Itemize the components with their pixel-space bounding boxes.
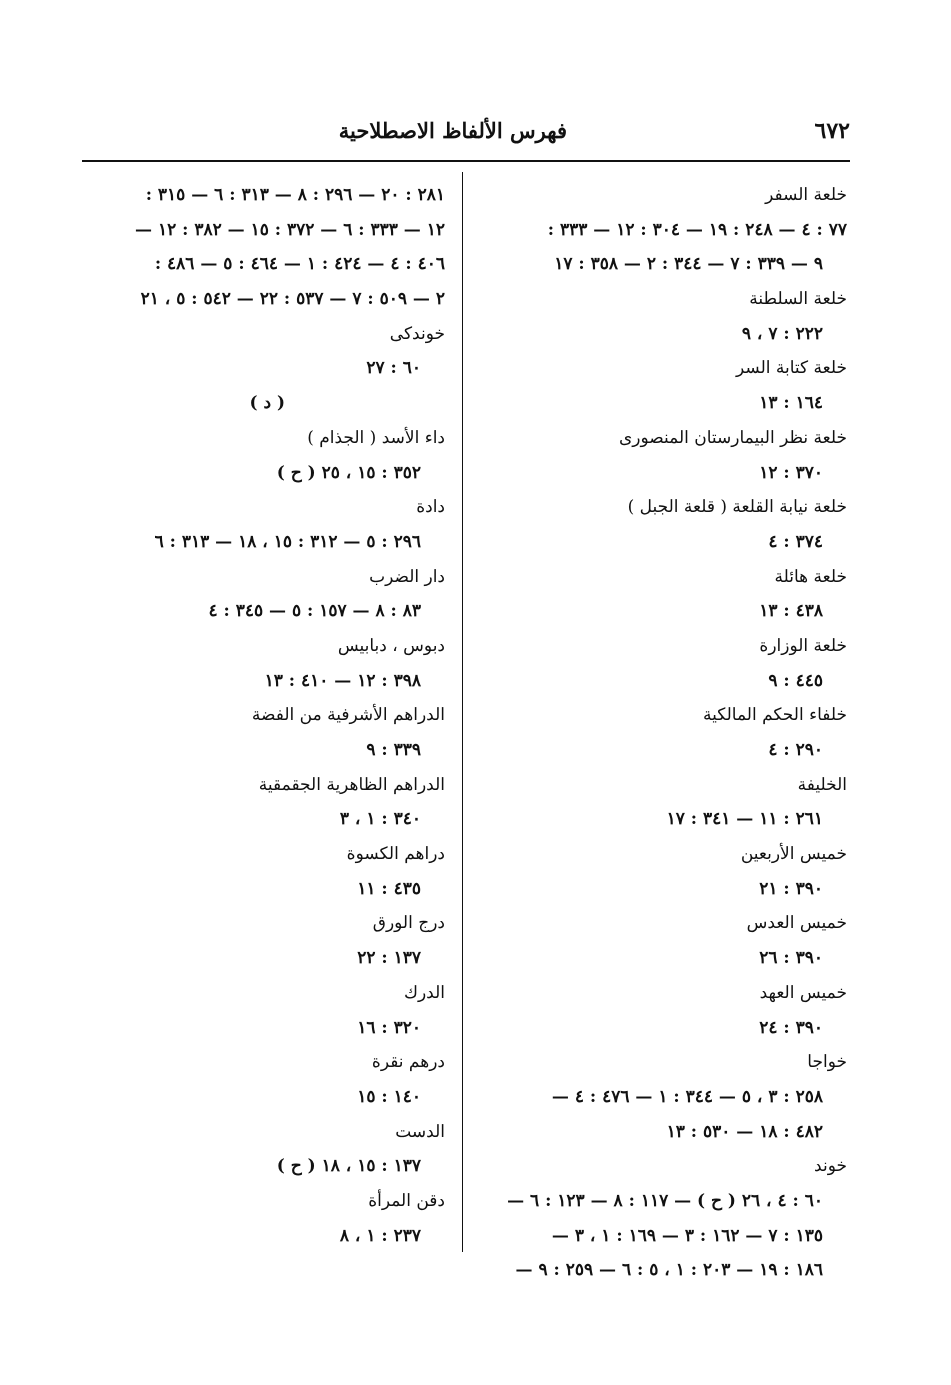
- index-term: دراهم الكسوة: [346, 844, 445, 865]
- right-column: [497, 178, 847, 1288]
- index-term: خلعة نظر البيمارستان المنصورى: [618, 427, 847, 448]
- index-reference: ٣٩٨ : ١٢ — ٤١٠ : ١٣: [264, 670, 421, 691]
- index-reference: ١٣٧ : ١٥ ، ١٨ ( ح ): [276, 1156, 421, 1177]
- index-term: خلعة الوزارة: [759, 635, 847, 656]
- index-term: الخليفة: [797, 774, 847, 795]
- index-term: دادة: [416, 497, 445, 518]
- page-header: [82, 118, 850, 152]
- index-term: الدرك: [403, 982, 445, 1003]
- index-reference: ٦٠ : ٤ ، ٢٦ ( ح ) — ١١٧ : ٨ — ١٢٣ : ٦ —: [507, 1190, 823, 1211]
- index-reference: ٧٧ : ٤ — ٢٤٨ : ١٩ — ٣٠٤ : ١٢ — ٣٣٣ :: [547, 219, 847, 240]
- index-reference: ٨٣ : ٨ — ١٥٧ : ٥ — ٣٤٥ : ٤: [208, 601, 421, 622]
- column-divider: [462, 172, 463, 1252]
- index-reference: ٢ — ٥٠٩ : ٧ — ٥٣٧ : ٢٢ — ٥٤٢ : ٥ ، ٢١: [140, 289, 445, 310]
- index-term: خلفاء الحكم المالكية: [702, 705, 847, 726]
- index-reference: ١٢ — ٣٣٣ : ٦ — ٣٧٢ : ١٥ — ٣٨٢ : ١٢ —: [135, 219, 445, 240]
- section-letter-heading: ( د ): [249, 393, 285, 414]
- index-reference: ٣٣٩ : ٩: [366, 740, 421, 760]
- index-reference: ٩ — ٣٣٩ : ٧ — ٣٤٤ : ٢ — ٣٥٨ : ١٧: [554, 254, 823, 275]
- index-reference: ٢٣٧ : ١ ، ٨: [339, 1225, 421, 1246]
- index-reference: ٤٤٥ : ٩: [768, 670, 823, 691]
- index-reference: ٣٤٠ : ١ ، ٣: [339, 809, 421, 830]
- left-column: [83, 178, 445, 1253]
- index-reference: ٤٨٢ : ١٨ — ٥٣٠ : ١٣: [666, 1121, 823, 1142]
- index-reference: ٦٠ : ٢٧: [366, 358, 421, 379]
- index-term: خواجا: [807, 1052, 847, 1073]
- index-reference: ٣٩٠ : ٢١: [759, 878, 823, 899]
- index-reference: ٤٣٥ : ١١: [357, 878, 421, 899]
- index-term: دار الضرب: [369, 566, 445, 587]
- index-reference: ١٣٧ : ٢٢: [357, 948, 421, 969]
- index-reference: ٣٩٠ : ٢٤: [759, 1017, 823, 1038]
- index-reference: ١٨٦ : ١٩ — ٢٠٣ : ١ ، ٥ : ٦ — ٢٥٩ : ٩ —: [515, 1260, 823, 1281]
- index-term: خميس العهد: [759, 982, 847, 1003]
- index-term: خلعة كتابة السر: [736, 358, 847, 379]
- index-reference: ٤٣٨ : ١٣: [759, 601, 823, 622]
- index-reference: ٢٥٨ : ٣ ، ٥ — ٣٤٤ : ١ — ٤٧٦ : ٤ —: [551, 1086, 823, 1107]
- index-reference: ٢٩٦ : ٥ — ٣١٢ : ١٥ ، ١٨ — ٣١٣ : ٦: [154, 531, 421, 552]
- index-reference: ٣٧٤ : ٤: [768, 531, 823, 552]
- index-term: خوند: [814, 1156, 847, 1177]
- index-term: خوندكى: [389, 323, 445, 344]
- index-term: خميس العدس: [746, 913, 847, 934]
- page-number: ٦٧٢: [814, 118, 850, 144]
- index-term: درج الورق: [372, 913, 445, 934]
- index-term: دقن المرأة: [368, 1190, 445, 1211]
- index-term: خلعة هائلة: [774, 566, 847, 587]
- index-term: الدراهم الأشرفية من الفضة: [251, 705, 445, 726]
- index-reference: ١٤٠ : ١٥: [357, 1086, 421, 1107]
- index-term: درهم نقرة: [371, 1052, 445, 1073]
- index-term: الدراهم الظاهرية الجقمقية: [258, 774, 445, 795]
- index-term: دبوس ، دبابيس: [337, 635, 445, 656]
- index-reference: ٣٧٠ : ١٢: [759, 462, 823, 483]
- page-title: فهرس الألفاظ الاصطلاحية: [338, 118, 567, 143]
- index-reference: ١٣٥ : ٧ — ١٦٢ : ٣ — ١٦٩ : ١ ، ٣ —: [551, 1225, 823, 1246]
- index-reference: ٢٨١ : ٢٠ — ٢٩٦ : ٨ — ٣١٣ : ٦ — ٣١٥ :: [145, 185, 445, 205]
- index-reference: ٣٢٠ : ١٦: [357, 1017, 421, 1038]
- index-term: خلعة نيابة القلعة ( قلعة الجبل ): [627, 497, 847, 518]
- index-term: خلعة السلطنة: [749, 289, 847, 310]
- index-term: خلعة السفر: [765, 185, 847, 205]
- index-reference: ٢٩٠ : ٤: [768, 740, 823, 760]
- index-reference: ٣٩٠ : ٢٦: [759, 948, 823, 969]
- index-term: خميس الأربعين: [740, 844, 847, 865]
- index-reference: ١٦٤ : ١٣: [759, 393, 823, 414]
- index-term: داء الأسد ( الجذام ): [307, 427, 445, 448]
- index-reference: ٢٦١ : ١١ — ٣٤١ : ١٧: [666, 809, 823, 830]
- index-reference: ٣٥٢ : ١٥ ، ٢٥ ( ح ): [276, 462, 421, 483]
- header-rule: [82, 160, 850, 162]
- index-reference: ٢٢٢ : ٧ ، ٩: [741, 323, 823, 344]
- index-term: الدست: [395, 1121, 445, 1142]
- index-reference: ٤٠٦ : ٤ — ٤٢٤ : ١ — ٤٦٤ : ٥ — ٤٨٦ :: [154, 254, 445, 275]
